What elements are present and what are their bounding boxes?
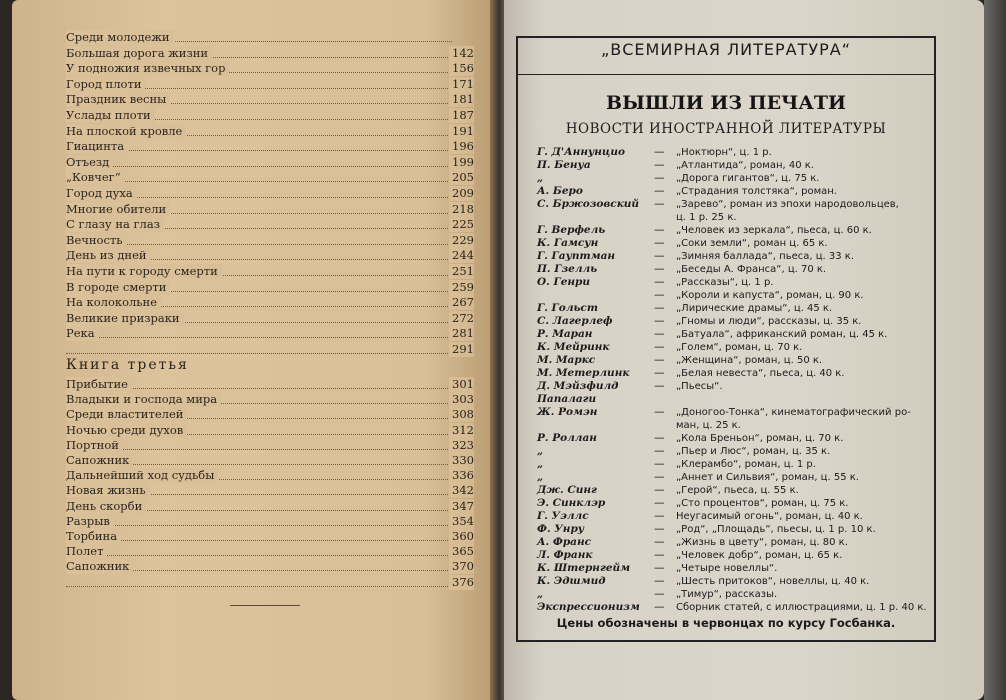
toc-page-number: 323 (449, 438, 474, 453)
book-desc: „Кола Бреньон“, роман, ц. 70 к. (676, 433, 844, 444)
leader-dots (66, 529, 452, 541)
book-author: „ (537, 445, 544, 457)
toc-row (66, 468, 480, 483)
book-dash: — (654, 497, 665, 509)
book-desc: „Зарево“, роман из эпохи народовольцев, (676, 199, 899, 210)
book-desc: „Дорога гигантов“, ц. 75 к. (676, 173, 820, 184)
book-dash: — (654, 146, 665, 158)
leader-dots (66, 342, 452, 354)
book-author: С. Бржозовский (537, 198, 640, 210)
toc-title: С глазу на глаз (66, 217, 164, 232)
book-desc: „Тимур“, рассказы. (676, 589, 778, 600)
toc-page-number: 267 (449, 295, 474, 310)
book-dash: — (654, 159, 665, 171)
leader-dots (66, 438, 452, 450)
toc-title: На пути к городу смерти (66, 264, 222, 279)
toc-page-number: 187 (449, 108, 474, 123)
toc-row (66, 483, 480, 498)
book-dash: — (654, 510, 665, 522)
toc-page-number: 225 (449, 217, 474, 232)
toc-row (66, 326, 480, 341)
book-dash: — (654, 549, 665, 561)
book-dash: — (654, 237, 665, 249)
toc-page-number: 370 (449, 559, 474, 574)
book-dash: — (654, 302, 665, 314)
toc-row (66, 423, 480, 438)
toc-page-number: 301 (449, 377, 474, 392)
book-author: „ (537, 588, 544, 600)
book-author: А. Франс (537, 536, 592, 548)
toc-page-number: 281 (449, 326, 474, 341)
toc-title: Гиацинта (66, 139, 128, 154)
book-author: О. Генри (537, 276, 591, 288)
toc-page-number: 196 (449, 139, 474, 154)
toc-page-number: 291 (449, 342, 474, 357)
toc-title: Владыки и господа мира (66, 392, 221, 407)
book-desc: „Короли и капуста“, роман, ц. 90 к. (676, 290, 864, 301)
book-dash: — (654, 445, 665, 457)
book-desc: „Шесть притоков“, новеллы, ц. 40 к. (676, 576, 870, 587)
book-dash: — (654, 328, 665, 340)
toc-row (66, 202, 480, 217)
book-desc: „Гномы и люди“, рассказы, ц. 35 к. (676, 316, 862, 327)
book-dash: — (654, 484, 665, 496)
leader-dots (66, 575, 452, 587)
toc-row (66, 264, 480, 279)
toc-title: Услады плоти (66, 108, 155, 123)
toc-title: У подножия извечных гор (66, 61, 229, 76)
book-author: М. Метерлинк (537, 367, 630, 379)
toc-page-number: 156 (449, 61, 474, 76)
book-dash: — (654, 588, 665, 600)
book-author: К. Штернгейм (537, 562, 631, 574)
book-dash: — (654, 172, 665, 184)
toc-row (66, 46, 480, 61)
toc-row (66, 311, 480, 326)
leader-dots (66, 514, 452, 526)
toc-title: Город духа (66, 186, 137, 201)
leader-dots (66, 544, 452, 556)
book-desc: „Зимняя баллада“, пьеса, ц. 33 к. (676, 251, 855, 262)
toc-page-number: 376 (449, 575, 474, 590)
book-author: Папалаги (537, 393, 597, 405)
toc-page-number: 205 (449, 170, 474, 185)
book-author: А. Беро (537, 185, 583, 197)
book-desc: ман, ц. 25 к. (676, 420, 741, 431)
toc-title: Большая дорога жизни (66, 46, 212, 61)
toc-page-number: 336 (449, 468, 474, 483)
book-dash: — (654, 354, 665, 366)
book-desc: „Доногоо-Тонка“, кинематографический ро- (676, 407, 911, 418)
toc-row (66, 77, 480, 92)
book-author: С. Лагерлеф (537, 315, 613, 327)
book-desc: ц. 1 р. 25 к. (676, 212, 737, 223)
toc-page-number: 354 (449, 514, 474, 529)
book-author: Г. Уэллс (537, 510, 589, 522)
toc-title: Разрыв (66, 514, 114, 529)
toc-row (66, 280, 480, 295)
toc-page-number: 209 (449, 186, 474, 201)
book-desc: „Соки земли“, роман ц. 65 к. (676, 238, 828, 249)
book-desc: „Пьер и Люс“, роман, ц. 35 к. (676, 446, 831, 457)
book-author: Экспрессионизм (537, 601, 640, 613)
book-author: Э. Синклэр (537, 497, 606, 509)
toc-page-number: 171 (449, 77, 474, 92)
toc-row (66, 108, 480, 123)
toc-title: Многие обители (66, 202, 170, 217)
toc-title: Великие призраки (66, 311, 184, 326)
book-desc: „Ноктюрн“, ц. 1 р. (676, 147, 772, 158)
toc-title: На плоской кровле (66, 124, 186, 139)
book-desc: „Аннет и Сильвия“, роман, ц. 55 к. (676, 472, 859, 483)
toc-page-number: 330 (449, 453, 474, 468)
toc-page-number: 199 (449, 155, 474, 170)
toc-row (66, 377, 480, 392)
toc-title: Портной (66, 438, 123, 453)
book-desc: „Герой“, пьеса, ц. 55 к. (676, 485, 799, 496)
toc-title: День скорби (66, 499, 146, 514)
toc-row (66, 217, 480, 232)
toc-page-number: 142 (449, 46, 474, 61)
book-dash: — (654, 250, 665, 262)
book-dash: — (654, 601, 665, 613)
book-dash: — (654, 432, 665, 444)
price-footer: Цены обозначены в червонцах по курсу Госбанка. (556, 616, 896, 630)
book-author: „ (537, 172, 544, 184)
toc-page-number: 191 (449, 124, 474, 139)
toc-row (66, 155, 480, 170)
book-desc: „Жизнь в цвету“, роман, ц. 80 к. (676, 537, 848, 548)
book-desc: „Женщина“, роман, ц. 50 к. (676, 355, 823, 366)
book-dash: — (654, 523, 665, 535)
table-edge (984, 0, 1006, 700)
toc-title: Сапожник (66, 453, 133, 468)
toc-page-number: 272 (449, 311, 474, 326)
book-desc: Неугасимый огонь“, роман, ц. 40 к. (676, 511, 863, 522)
toc-row (66, 61, 480, 76)
book-author: К. Эдшмид (537, 575, 606, 587)
book-dash: — (654, 315, 665, 327)
toc-row (66, 342, 480, 357)
toc-title: Вечность (66, 233, 127, 248)
toc-page-number: 229 (449, 233, 474, 248)
book-dash: — (654, 562, 665, 574)
series-rule (518, 74, 934, 75)
book-author: П. Гзелль (537, 263, 598, 275)
book-dash: — (654, 367, 665, 379)
book-author: Г. Д'Аннунцио (537, 146, 625, 158)
book-desc: „Голем“, роман, ц. 70 к. (676, 342, 803, 353)
toc-page-number: 218 (449, 202, 474, 217)
book-author: „ (537, 458, 544, 470)
toc-row (66, 575, 480, 590)
book-dash: — (654, 341, 665, 353)
book-dash: — (654, 406, 665, 418)
book-author: Дж. Синг (537, 484, 597, 496)
book-dash: — (654, 471, 665, 483)
book-dash: — (654, 536, 665, 548)
toc-row (66, 392, 480, 407)
book-dash: — (654, 263, 665, 275)
advert-subheading: НОВОСТИ ИНОСТРАННОЙ ЛИТЕРАТУРЫ (565, 121, 887, 137)
book-dash: — (654, 458, 665, 470)
toc-page-number: 360 (449, 529, 474, 544)
book-desc: „Батуала“, африканский роман, ц. 45 к. (676, 329, 888, 340)
toc-title: День из дней (66, 248, 151, 263)
book-author: К. Мейринк (537, 341, 610, 353)
book-author: Д. Мэйзфилд (537, 380, 619, 392)
toc-row (66, 124, 480, 139)
book-author: „ (537, 471, 544, 483)
book-desc: „Пьесы“. (676, 381, 723, 392)
book-desc: „Человек добр“, роман, ц. 65 к. (676, 550, 843, 561)
toc-page-number: 365 (449, 544, 474, 559)
toc-row (66, 559, 480, 574)
book-desc: „Беседы А. Франса“, ц. 70 к. (676, 264, 827, 275)
book-dash: — (654, 276, 665, 288)
book-author: Р. Роллан (537, 432, 597, 444)
book-desc: „Сто процентов“, роман, ц. 75 к. (676, 498, 849, 509)
toc-row (66, 499, 480, 514)
book-author: Г. Гауптман (537, 250, 616, 262)
toc-row (66, 407, 480, 422)
book-dash: — (654, 575, 665, 587)
book-author: Ф. Унру (537, 523, 585, 535)
book-author: Г. Верфель (537, 224, 606, 236)
book-dash: — (654, 289, 665, 301)
toc-row (66, 295, 480, 310)
book-desc: „Атлантида“, роман, 40 к. (676, 160, 814, 171)
toc-row (66, 186, 480, 201)
book-desc: „Клерамбо“, роман, ц. 1 р. (676, 459, 816, 470)
book-author: Л. Франк (537, 549, 593, 561)
toc-title: Дальнейший ход судьбы (66, 468, 218, 483)
book-dash: — (654, 224, 665, 236)
toc-title: Полет (66, 544, 107, 559)
book-desc: Сборник статей, с иллюстрациями, ц. 1 р. 40 к. (676, 602, 927, 613)
toc-title: Ночью среди духов (66, 423, 187, 438)
book-author: Ж. Ромэн (537, 406, 598, 418)
book-desc: „Четыре новеллы“. (676, 563, 778, 574)
toc-title: На колокольне (66, 295, 161, 310)
toc-page-number: 308 (449, 407, 474, 422)
toc-title: Среди молодежи (66, 30, 174, 45)
book-desc: „Лирические драмы“, ц. 45 к. (676, 303, 833, 314)
advert-heading: ВЫШЛИ ИЗ ПЕЧАТИ (606, 92, 846, 114)
toc-page-number: 303 (449, 392, 474, 407)
toc-title: „Ковчег“ (66, 170, 125, 185)
leader-dots (66, 155, 452, 167)
toc-title: В городе смерти (66, 280, 170, 295)
book-desc: „Род“, „Площадь“, пьесы, ц. 1 р. 10 к. (676, 524, 876, 535)
toc-title: Торбина (66, 529, 121, 544)
toc-row (66, 233, 480, 248)
toc-page-number: 342 (449, 483, 474, 498)
book-author: Р. Маран (537, 328, 593, 340)
toc-row (66, 92, 480, 107)
toc-title: Город плоти (66, 77, 145, 92)
toc-title: Праздник весны (66, 92, 170, 107)
book-author: М. Маркс (537, 354, 596, 366)
book-desc: „Страдания толстяка“, роман. (676, 186, 837, 197)
toc-row (66, 438, 480, 453)
toc-row (66, 30, 480, 45)
toc-row (66, 170, 480, 185)
book-author: П. Бенуа (537, 159, 591, 171)
book-author: Г. Гольст (537, 302, 598, 314)
toc-title: Новая жизнь (66, 483, 150, 498)
toc-title: Прибытие (66, 377, 132, 392)
series-title: „ВСЕМИРНАЯ ЛИТЕРАТУРА“ (600, 40, 852, 59)
toc-page-number: 181 (449, 92, 474, 107)
section-title: Книга третья (66, 357, 189, 373)
toc-row (66, 139, 480, 154)
toc-page-number: 259 (449, 280, 474, 295)
toc-title: Сапожник (66, 559, 133, 574)
book-desc: „Рассказы“, ц. 1 р. (676, 277, 774, 288)
end-rule (230, 605, 300, 606)
toc-row (66, 248, 480, 263)
book-author: К. Гамсун (537, 237, 599, 249)
leader-dots (66, 326, 452, 338)
book-desc: „Человек из зеркала“, пьеса, ц. 60 к. (676, 225, 872, 236)
book-dash: — (654, 380, 665, 392)
toc-page-number: 347 (449, 499, 474, 514)
toc-page-number: 244 (449, 248, 474, 263)
toc-title: Отъезд (66, 155, 113, 170)
toc-page-number: 312 (449, 423, 474, 438)
book-desc: „Белая невеста“, пьеса, ц. 40 к. (676, 368, 845, 379)
toc-title: Среди властителей (66, 407, 187, 422)
toc-row (66, 514, 480, 529)
book-dash: — (654, 185, 665, 197)
toc-page-number: 251 (449, 264, 474, 279)
toc-row (66, 453, 480, 468)
toc-row (66, 529, 480, 544)
toc-title: Река (66, 326, 99, 341)
toc-row (66, 544, 480, 559)
book-dash: — (654, 198, 665, 210)
